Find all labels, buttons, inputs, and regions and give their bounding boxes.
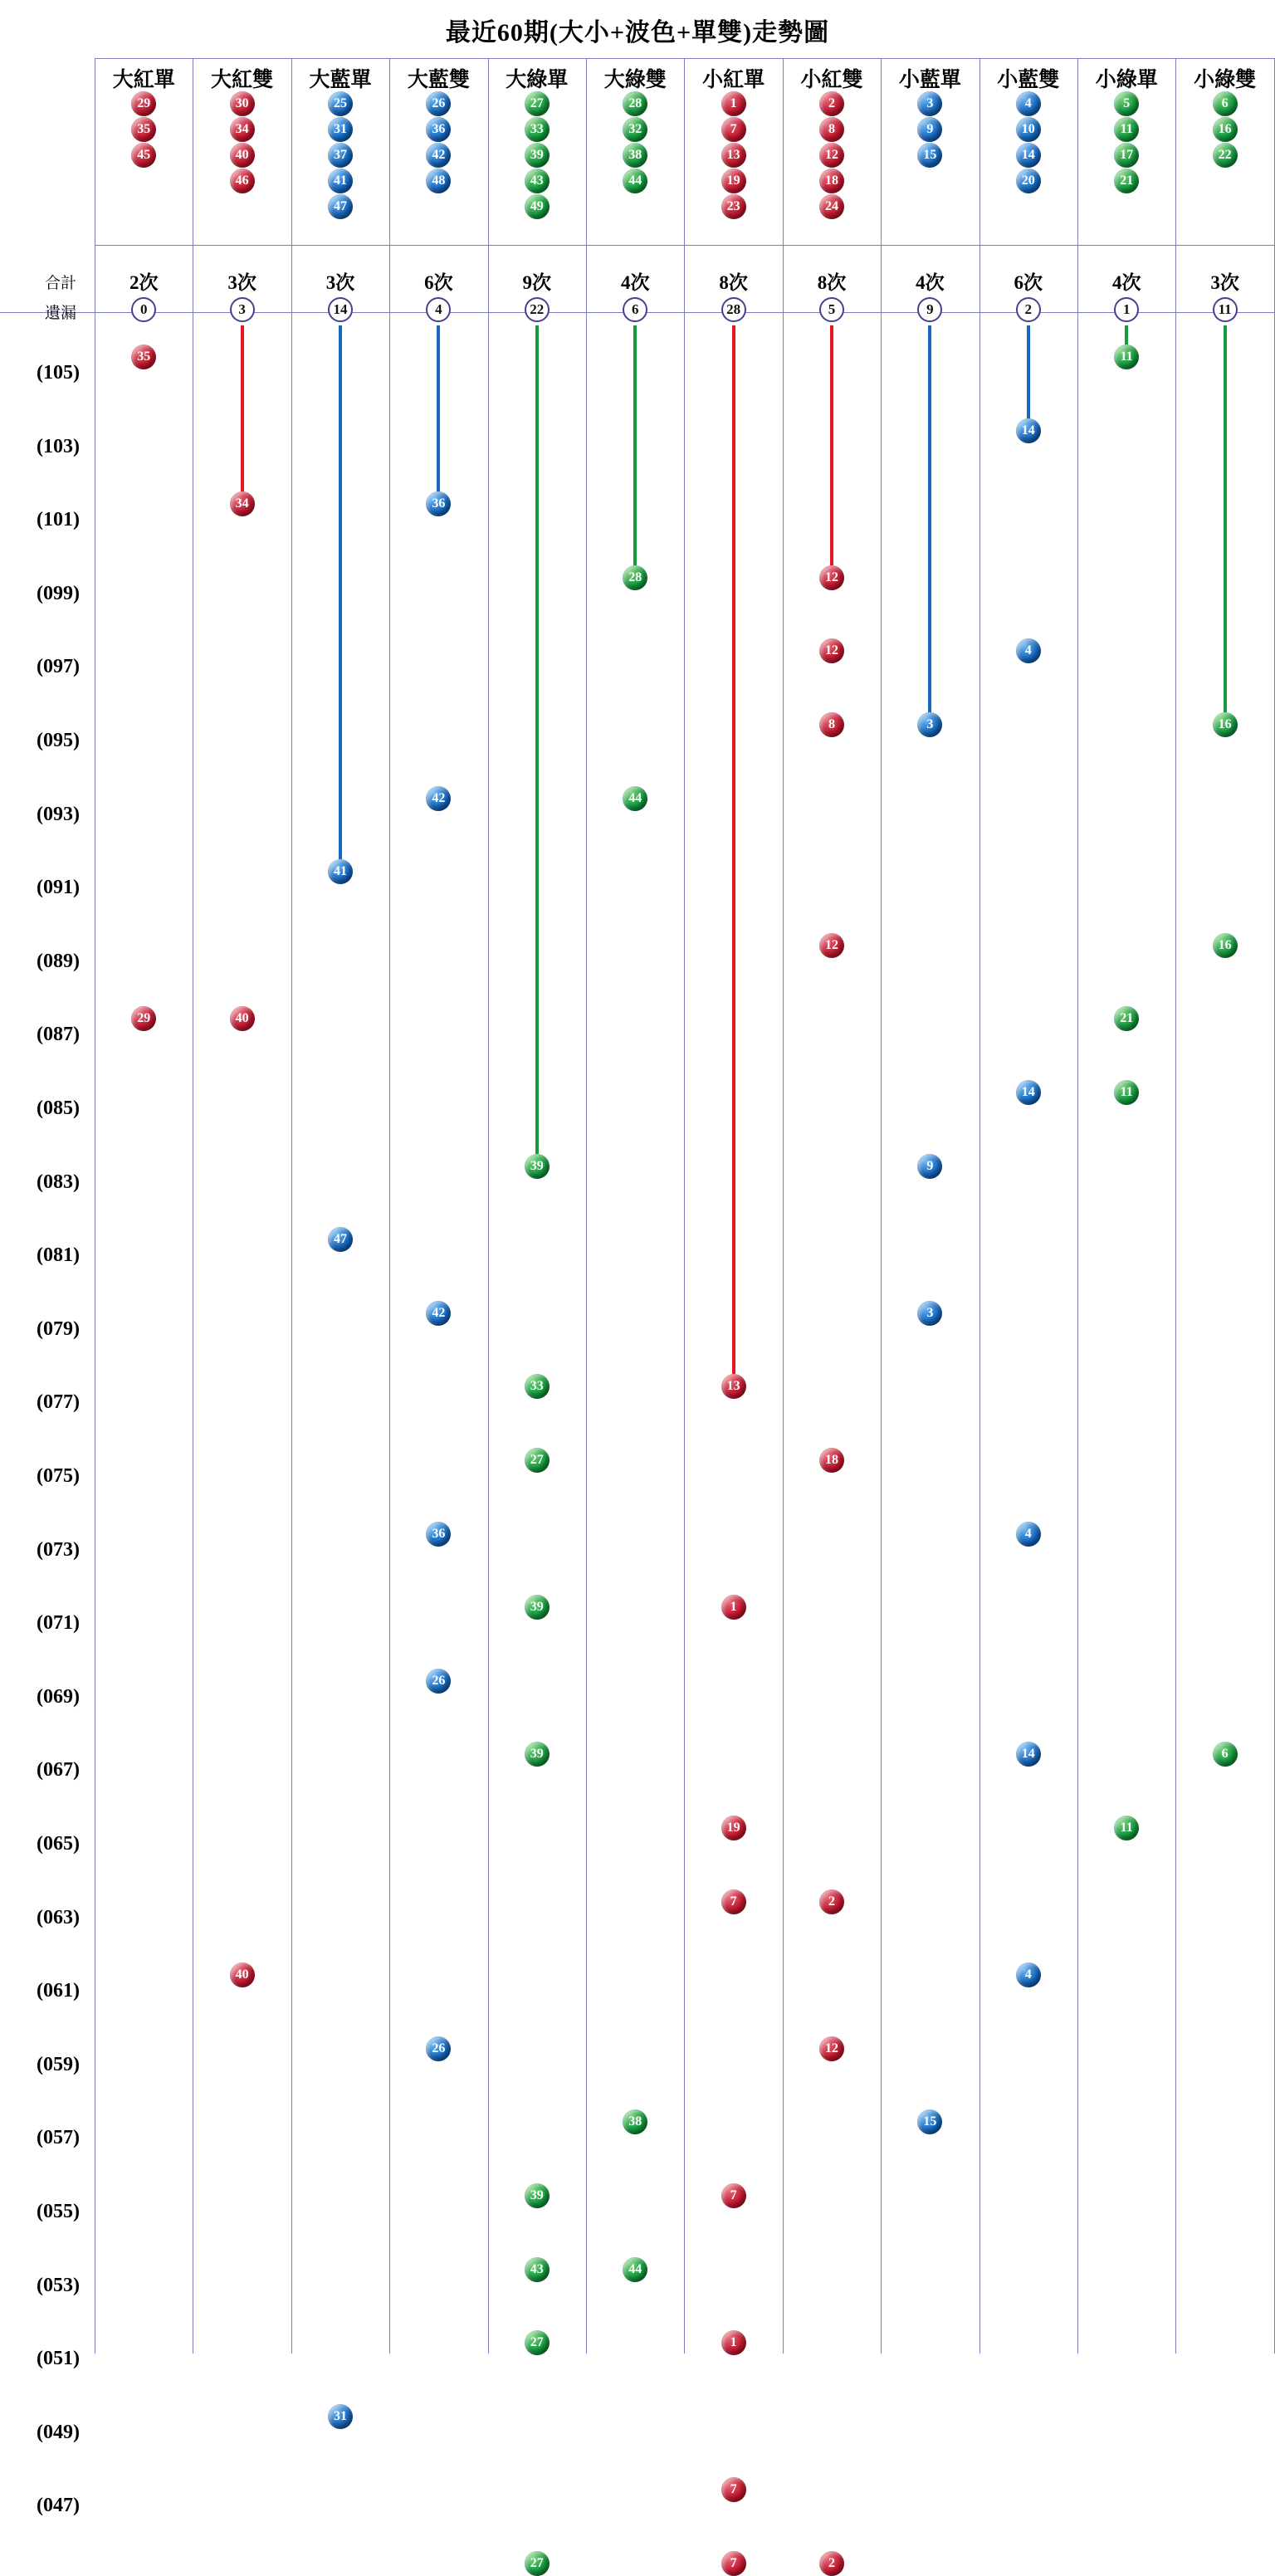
data-point-ball: 9 (917, 1154, 942, 1179)
column-missing-count: 5 (819, 297, 844, 322)
data-point-ball: 3 (917, 1301, 942, 1326)
data-point-ball: 33 (525, 1374, 550, 1399)
data-point-ball: 1 (721, 1595, 746, 1620)
data-point-ball: 29 (131, 1006, 156, 1031)
row-label: (091) (37, 877, 80, 899)
data-point-ball: 3 (917, 712, 942, 737)
row-label: (051) (37, 2348, 80, 2370)
column-missing-count: 11 (1213, 297, 1238, 322)
data-point-ball: 21 (1114, 1006, 1139, 1031)
header-ball: 31 (328, 117, 353, 142)
trend-connector (339, 325, 342, 872)
row-label: (077) (37, 1391, 80, 1414)
grid-line-vertical (881, 58, 882, 2354)
row-label: (049) (37, 2421, 80, 2443)
trend-connector (633, 325, 637, 578)
data-point-ball: 26 (426, 2036, 451, 2061)
row-label: (073) (37, 1538, 80, 1561)
column-missing-count: 28 (721, 297, 746, 322)
data-point-ball: 40 (230, 1963, 255, 1987)
row-label: (069) (37, 1685, 80, 1708)
row-label: (059) (37, 2053, 80, 2075)
data-point-ball: 36 (426, 1522, 451, 1547)
grid-line-vertical (979, 58, 980, 2354)
header-ball: 42 (426, 143, 451, 168)
data-point-ball: 35 (131, 345, 156, 369)
header-ball: 5 (1114, 91, 1139, 116)
data-point-ball: 44 (623, 786, 647, 811)
data-point-ball: 7 (721, 1889, 746, 1914)
column-total: 4次 (620, 272, 650, 293)
column-total: 6次 (1014, 272, 1043, 293)
data-point-ball: 12 (819, 565, 844, 590)
header-ball: 14 (1016, 143, 1041, 168)
data-point-ball: 47 (328, 1227, 353, 1252)
header-ball: 25 (328, 91, 353, 116)
column-missing-count: 3 (230, 297, 255, 322)
column-header-5: 大綠雙 (603, 69, 667, 91)
data-point-ball: 11 (1114, 345, 1139, 369)
column-header-7: 小紅雙 (800, 69, 863, 91)
header-ball: 17 (1114, 143, 1139, 168)
header-ball: 44 (623, 169, 647, 193)
data-point-ball: 16 (1213, 933, 1238, 958)
trend-connector (830, 325, 833, 578)
data-point-ball: 27 (525, 2551, 550, 2576)
trend-connector (928, 325, 931, 725)
data-point-ball: 28 (623, 565, 647, 590)
header-ball: 33 (525, 117, 550, 142)
header-ball: 18 (819, 169, 844, 193)
header-ball: 1 (721, 91, 746, 116)
header-ball: 47 (328, 194, 353, 219)
column-missing-count: 9 (917, 297, 942, 322)
trend-connector (241, 325, 244, 504)
data-point-ball: 36 (426, 491, 451, 516)
column-header-10: 小綠單 (1095, 69, 1158, 91)
column-header-9: 小藍雙 (997, 69, 1060, 91)
header-ball: 19 (721, 169, 746, 193)
column-total: 2次 (129, 272, 159, 293)
data-point-ball: 2 (819, 2551, 844, 2576)
column-missing-count: 4 (426, 297, 451, 322)
data-point-ball: 42 (426, 786, 451, 811)
data-point-ball: 27 (525, 1448, 550, 1473)
header-ball: 26 (426, 91, 451, 116)
row-label: (057) (37, 2127, 80, 2149)
header-ball: 32 (623, 117, 647, 142)
header-ball: 24 (819, 194, 844, 219)
header-ball: 13 (721, 143, 746, 168)
row-label: (087) (37, 1024, 80, 1046)
column-missing-count: 1 (1114, 297, 1139, 322)
row-label: (083) (37, 1171, 80, 1193)
header-ball: 43 (525, 169, 550, 193)
data-point-ball: 16 (1213, 712, 1238, 737)
row-label: (089) (37, 950, 80, 972)
row-label: (061) (37, 1980, 80, 2002)
header-ball: 49 (525, 194, 550, 219)
header-ball: 22 (1213, 143, 1238, 168)
data-point-ball: 11 (1114, 1080, 1139, 1105)
grid-line-vertical (684, 58, 685, 2354)
data-point-ball: 39 (525, 1742, 550, 1767)
header-ball: 41 (328, 169, 353, 193)
data-point-ball: 7 (721, 2477, 746, 2502)
data-point-ball: 39 (525, 1595, 550, 1620)
column-missing-count: 14 (328, 297, 353, 322)
header-ball: 29 (131, 91, 156, 116)
column-total: 3次 (227, 272, 256, 293)
trend-connector (535, 325, 539, 1166)
row-label: (067) (37, 1759, 80, 1782)
trend-connector (732, 325, 735, 1386)
header-ball: 39 (525, 143, 550, 168)
header-ball: 37 (328, 143, 353, 168)
row-label: (063) (37, 1906, 80, 1928)
data-point-ball: 6 (1213, 1742, 1238, 1767)
header-ball: 15 (917, 143, 942, 168)
header-ball: 7 (721, 117, 746, 142)
data-point-ball: 2 (819, 1889, 844, 1914)
header-ball: 45 (131, 143, 156, 168)
data-point-ball: 13 (721, 1374, 746, 1399)
column-header-4: 大綠單 (506, 69, 569, 91)
header-ball: 48 (426, 169, 451, 193)
row-label: (099) (37, 582, 80, 604)
header-ball: 6 (1213, 91, 1238, 116)
row-label: (065) (37, 1833, 80, 1855)
grid-line-vertical (783, 58, 784, 2354)
row-label: (093) (37, 803, 80, 825)
row-label: (055) (37, 2201, 80, 2222)
data-point-ball: 12 (819, 2036, 844, 2061)
header-ball: 12 (819, 143, 844, 168)
header-ball: 9 (917, 117, 942, 142)
header-ball: 11 (1114, 117, 1139, 142)
header-ball: 30 (230, 91, 255, 116)
column-missing-count: 2 (1016, 297, 1041, 322)
row-label: (095) (37, 730, 80, 751)
header-ball: 21 (1114, 169, 1139, 193)
header-ball: 27 (525, 91, 550, 116)
column-header-6: 小紅單 (702, 69, 765, 91)
grid-line-vertical (291, 58, 292, 2354)
row-label: (071) (37, 1612, 80, 1635)
row-label: (079) (37, 1317, 80, 1340)
grid-line-vertical (1077, 58, 1078, 2354)
data-point-ball: 8 (819, 712, 844, 737)
grid-line-vertical (586, 58, 587, 2354)
grid-line-horizontal (95, 245, 1274, 246)
grid-line-vertical (488, 58, 489, 2354)
page-title: 最近60期(大小+波色+單雙)走勢圖 (445, 19, 830, 46)
data-point-ball: 14 (1016, 418, 1041, 443)
data-point-ball: 15 (917, 2109, 942, 2134)
data-point-ball: 43 (525, 2257, 550, 2282)
column-total: 8次 (817, 272, 847, 293)
data-point-ball: 14 (1016, 1080, 1041, 1105)
column-total: 4次 (916, 272, 945, 293)
column-missing-count: 0 (131, 297, 156, 322)
header-ball: 40 (230, 143, 255, 168)
data-point-ball: 40 (230, 1006, 255, 1031)
column-total: 6次 (424, 272, 453, 293)
data-point-ball: 26 (426, 1669, 451, 1694)
data-point-ball: 1 (721, 2330, 746, 2355)
header-ball: 16 (1213, 117, 1238, 142)
data-point-ball: 39 (525, 2183, 550, 2208)
row-label: (085) (37, 1097, 80, 1119)
column-header-3: 大藍雙 (407, 69, 470, 91)
total-label: 合計 (44, 275, 76, 292)
column-total: 3次 (1210, 272, 1239, 293)
data-point-ball: 12 (819, 638, 844, 663)
header-ball: 36 (426, 117, 451, 142)
column-header-1: 大紅雙 (211, 69, 274, 91)
column-total: 4次 (1111, 272, 1141, 293)
column-total: 3次 (325, 272, 355, 293)
header-ball: 4 (1016, 91, 1041, 116)
data-point-ball: 38 (623, 2109, 647, 2134)
row-label: (105) (37, 362, 80, 384)
data-point-ball: 4 (1016, 1963, 1041, 1987)
data-point-ball: 44 (623, 2257, 647, 2282)
header-ball: 23 (721, 194, 746, 219)
row-label: (053) (37, 2274, 80, 2296)
column-header-0: 大紅單 (112, 69, 175, 91)
header-ball: 2 (819, 91, 844, 116)
trend-connector (1224, 325, 1227, 725)
data-point-ball: 12 (819, 933, 844, 958)
header-ball: 28 (623, 91, 647, 116)
column-total: 9次 (522, 272, 552, 293)
column-header-11: 小綠雙 (1194, 69, 1257, 91)
header-ball: 10 (1016, 117, 1041, 142)
data-point-ball: 14 (1016, 1742, 1041, 1767)
data-point-ball: 4 (1016, 1522, 1041, 1547)
column-missing-count: 22 (525, 297, 550, 322)
data-point-ball: 42 (426, 1301, 451, 1326)
header-ball: 35 (131, 117, 156, 142)
row-label: (097) (37, 656, 80, 678)
header-ball: 46 (230, 169, 255, 193)
row-label: (047) (37, 2495, 80, 2517)
header-ball: 20 (1016, 169, 1041, 193)
column-header-8: 小藍單 (898, 69, 961, 91)
data-point-ball: 18 (819, 1448, 844, 1473)
row-label: (103) (37, 435, 80, 457)
trend-connector (1027, 325, 1030, 431)
data-point-ball: 41 (328, 859, 353, 884)
data-point-ball: 27 (525, 2330, 550, 2355)
grid-line-vertical (1175, 58, 1176, 2354)
column-header-2: 大藍單 (309, 69, 372, 91)
data-point-ball: 4 (1016, 638, 1041, 663)
missing-label: 遺漏 (44, 305, 76, 322)
grid-line-vertical (389, 58, 390, 2354)
row-label: (075) (37, 1465, 80, 1487)
row-label: (101) (37, 509, 80, 531)
header-ball: 3 (917, 91, 942, 116)
data-point-ball: 7 (721, 2183, 746, 2208)
header-ball: 38 (623, 143, 647, 168)
row-label: (081) (37, 1244, 80, 1267)
column-total: 8次 (719, 272, 748, 293)
header-ball: 34 (230, 117, 255, 142)
data-point-ball: 19 (721, 1816, 746, 1840)
trend-connector (437, 325, 440, 504)
data-point-ball: 34 (230, 491, 255, 516)
data-point-ball: 7 (721, 2551, 746, 2576)
data-point-ball: 31 (328, 2404, 353, 2429)
grid-line-horizontal (95, 58, 1274, 59)
column-missing-count: 6 (623, 297, 647, 322)
data-point-ball: 39 (525, 1154, 550, 1179)
data-point-ball: 11 (1114, 1816, 1139, 1840)
header-ball: 8 (819, 117, 844, 142)
